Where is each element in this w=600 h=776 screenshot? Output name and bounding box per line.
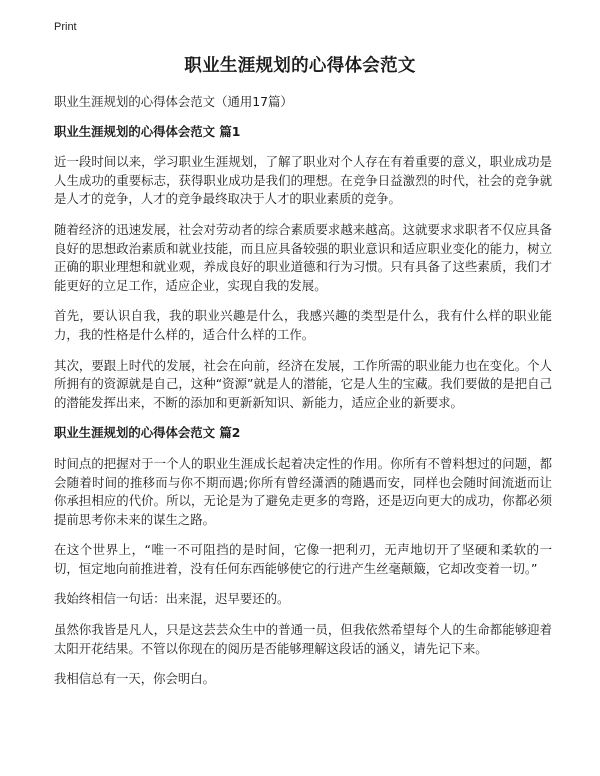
paragraph: 虽然你我皆是凡人，只是这芸芸众生中的普通一员，但我依然希望每个人的生命都能够迎着太阳开花结果。不管以你现在的阅历是否能够理解这段话的涵义，请先记下来。 (54, 622, 552, 656)
paragraph: 我始终相信一句话：出来混，迟早要还的。 (54, 591, 290, 607)
section-1 (54, 123, 552, 413)
paragraph: 近一段时间以来，学习职业生涯规划，了解了职业对个人存在有着重要的意义，职业成功是人生成功的重要标志，获得职业成功是我们的理想。在竞争日益激烈的时代，社会的竞争就是人才的竞争，人才的竞争最终取决于人才的职业素质的竞争。 (54, 154, 552, 207)
paragraph: 我相信总有一天，你会明白。 (54, 671, 216, 687)
paragraph: 首先，要认识自我，我的职业兴趣是什么，我感兴趣的类型是什么，我有什么样的职业能力，我的性格是什么样的，适合什么样的工作。 (54, 308, 552, 342)
document-body (54, 93, 552, 701)
paragraph: 其次，要跟上时代的发展，社会在向前，经济在发展，工作所需的职业能力也在变化。个人所拥有的资源就是自己，这种“资源”就是人的潜能，它是人生的宝藏。我们要做的是把自己的潜能发挥出来，不断的添加和更新新知识、新能力，适应企业的新要求。 (54, 357, 552, 410)
section-heading: 职业生涯规划的心得体会范文 篇2 (54, 425, 241, 441)
document-title: 职业生涯规划的心得体会范文 (184, 56, 416, 76)
paragraph: 随着经济的迅速发展，社会对劳动者的综合素质要求越来越高。这就要求求职者不仅应具备良好的思想政治素质和就业技能，而且应具备较强的职业意识和适应职业变化的能力，树立正确的职业理想和就业观，养成良好的职业道德和行为习惯。只有具备了这些素质，我们才能更好的立足工作，适应企业，实现自我的发展。 (54, 221, 552, 293)
paragraph: 在这个世界上，“唯一不可阻挡的是时间，它像一把利刃，无声地切开了坚硬和柔软的一切，恒定地向前推进着，没有任何东西能够使它的行进产生丝毫颠簸，它却改变着一切。” (54, 542, 552, 576)
document-subtitle: 职业生涯规划的心得体会范文（通用17篇） (54, 94, 293, 109)
print-link[interactable]: Print (54, 21, 77, 33)
section-2 (54, 424, 552, 689)
paragraph: 时间点的把握对于一个人的职业生涯成长起着决定性的作用。你所有不曾料想过的问题，都会随着时间的推移而与你不期而遇;你所有曾经潇洒的随遇而安，同样也会随时间流逝而让你承担相应的代价。所以，无论是为了避免走更多的弯路，还是迈向更大的成功，你都必须提前思考你未来的谋生之路。 (54, 455, 552, 527)
section-heading: 职业生涯规划的心得体会范文 篇1 (54, 123, 241, 139)
